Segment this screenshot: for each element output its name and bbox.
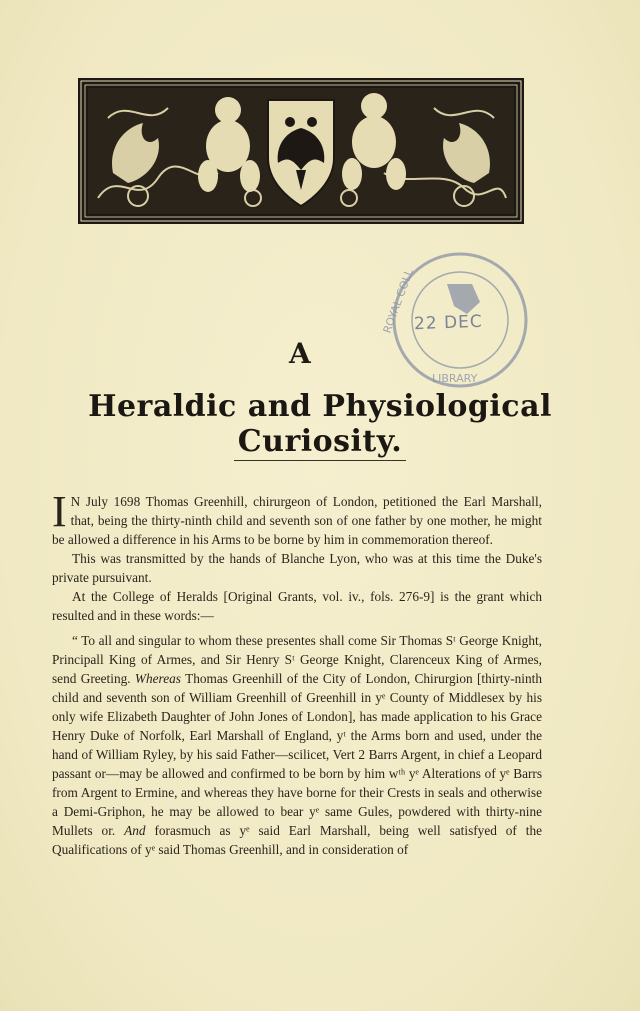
stamp-date: 22 DEC [413,311,484,335]
decorative-banner [78,78,524,224]
paragraph-1: I N July 1698 Thomas Greenhill, chirurgeon of London, petitioned the Earl Marshall, that, being the thirty-ninth child and seventh son of one father by one mother, he might be allowed a difference in his Arms to be borne by him in commemoration thereof. [52,487,542,547]
paragraph-2: This was transmitted by the hands of Blanche Lyon, who was at this time the Duke's private pursuivant. [52,551,542,585]
title-rule [234,460,406,461]
svg-text:LIBRARY: LIBRARY [432,372,478,385]
page-title: Heraldic and Physiological Curiosity. [88,389,552,459]
grant-quote: “ To all and singular to whom these presentes shall come Sir Thomas Sᵗ George Knight, Principall King of Armes, and Sir Henry Sᵗ George Knight, Clarenceux King of Armes, send Greeting. Whereas Thomas Greenhill of the City of London, Chirurgion [thirty-ninth child and seventh son of William Greenhill of Greenhill in yᵉ County of Middlesex by his only wife Elizabeth Daughter of John Jones of London], has made application to his Grace Henry Duke of Norfolk, Earl Marshall of England, yᵗ the Arms born and used, under the hand of William Ryley, by his said Father—scilicet, Vert 2 Barrs Argent, in chief a Leopard passant or—may be allowed and confirmed to be born by him wᵗʰ yᵉ Alterations of yᵉ Barrs from Argent to Ermine, and whereas they have borne for their Crests in seals and otherwise a Demi-Griphon, he may be allowed to bear yᵉ same Gules, powdered with thirty-nine Mullets or. And forasmuch as yᵉ said Earl Marshall, being well satisfyed of the Qualifications of yᵉ said Thomas Greenhill, and in consideration of [52,633,543,857]
title-article: A [289,337,311,370]
svg-text:ROYAL COLL: ROYAL COLL [380,267,416,336]
body-text [52,487,543,859]
drop-cap: I [52,487,67,536]
paragraph-3: At the College of Heralds [Original Grants, vol. iv., fols. 276-9] is the grant which resulted and in these words:— [52,589,542,623]
